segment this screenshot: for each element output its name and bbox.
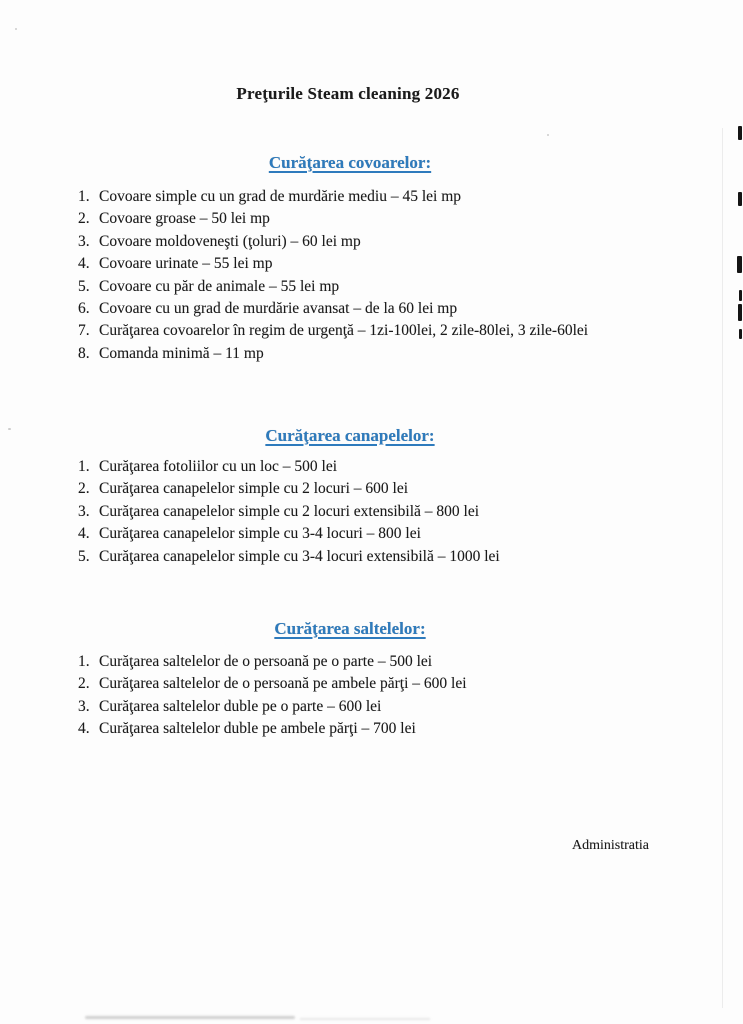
list-item: Covoare cu un grad de murdărie avansat – de la 60 lei mp xyxy=(99,300,458,318)
list-item: Covoare groase – 50 lei mp xyxy=(99,210,270,228)
list-item: Curăţarea canapelelor simple cu 3-4 locuri extensibilă – 1000 lei xyxy=(99,547,500,565)
list-item: Covoare urinate – 55 lei mp xyxy=(99,255,273,273)
scan-speck xyxy=(547,134,549,136)
scan-edge-mark xyxy=(739,290,742,301)
list-item: Curăţarea saltelelor de o persoană pe o parte – 500 lei xyxy=(99,653,433,670)
list-item: Curăţarea fotoliilor cu un loc – 500 lei xyxy=(99,458,338,475)
list-item: Covoare cu păr de animale – 55 lei mp xyxy=(99,277,340,295)
scan-edge-mark xyxy=(737,256,742,273)
scan-speck xyxy=(8,428,11,430)
scan-speck xyxy=(15,28,17,30)
list-item: Curăţarea canapelelor simple cu 2 locuri – 600 lei xyxy=(99,480,409,498)
scan-edge-mark xyxy=(738,126,742,140)
list-item: Curăţarea canapelelor simple cu 3-4 locuri – 800 lei xyxy=(99,525,421,543)
list-item: Curăţarea covoarelor în regim de urgenţă – 1zi-100lei, 2 zile-80lei, 3 zile-60lei xyxy=(99,322,589,340)
scan-fold-line xyxy=(722,128,723,1008)
list-item: Curăţarea canapelelor simple cu 2 locuri extensibilă – 800 lei xyxy=(99,502,480,520)
price-list-carpets xyxy=(0,186,588,365)
list-item: Curăţarea saltelelor de o persoană pe ambele părţi – 600 lei xyxy=(99,675,467,693)
section-heading-mattresses: Curăţarea saltelelor: xyxy=(274,619,426,638)
scan-edge-mark xyxy=(738,192,742,206)
list-item: Curăţarea saltelelor duble pe ambele părţi – 700 lei xyxy=(99,720,416,738)
scan-smudge xyxy=(85,1016,295,1019)
list-item: Covoare simple cu un grad de murdărie mediu – 45 lei mp xyxy=(99,188,462,205)
document-title: Preţurile Steam cleaning 2026 xyxy=(236,84,460,103)
scan-edge-mark xyxy=(739,329,742,339)
list-item: Comanda minimă – 11 mp xyxy=(99,344,264,362)
price-list-mattresses xyxy=(0,651,467,741)
section-heading-sofas: Curăţarea canapelelor: xyxy=(265,426,435,445)
price-list-sofas xyxy=(0,456,500,568)
scan-smudge xyxy=(300,1018,430,1020)
section-heading-carpets: Curăţarea covoarelor: xyxy=(268,153,432,172)
scan-edge-mark xyxy=(738,304,742,321)
list-item: Covoare moldoveneşti (ţoluri) – 60 lei mp xyxy=(99,232,361,250)
list-item: Curăţarea saltelelor duble pe o parte – 600 lei xyxy=(99,697,382,715)
signature-text: Administratia xyxy=(572,838,649,853)
